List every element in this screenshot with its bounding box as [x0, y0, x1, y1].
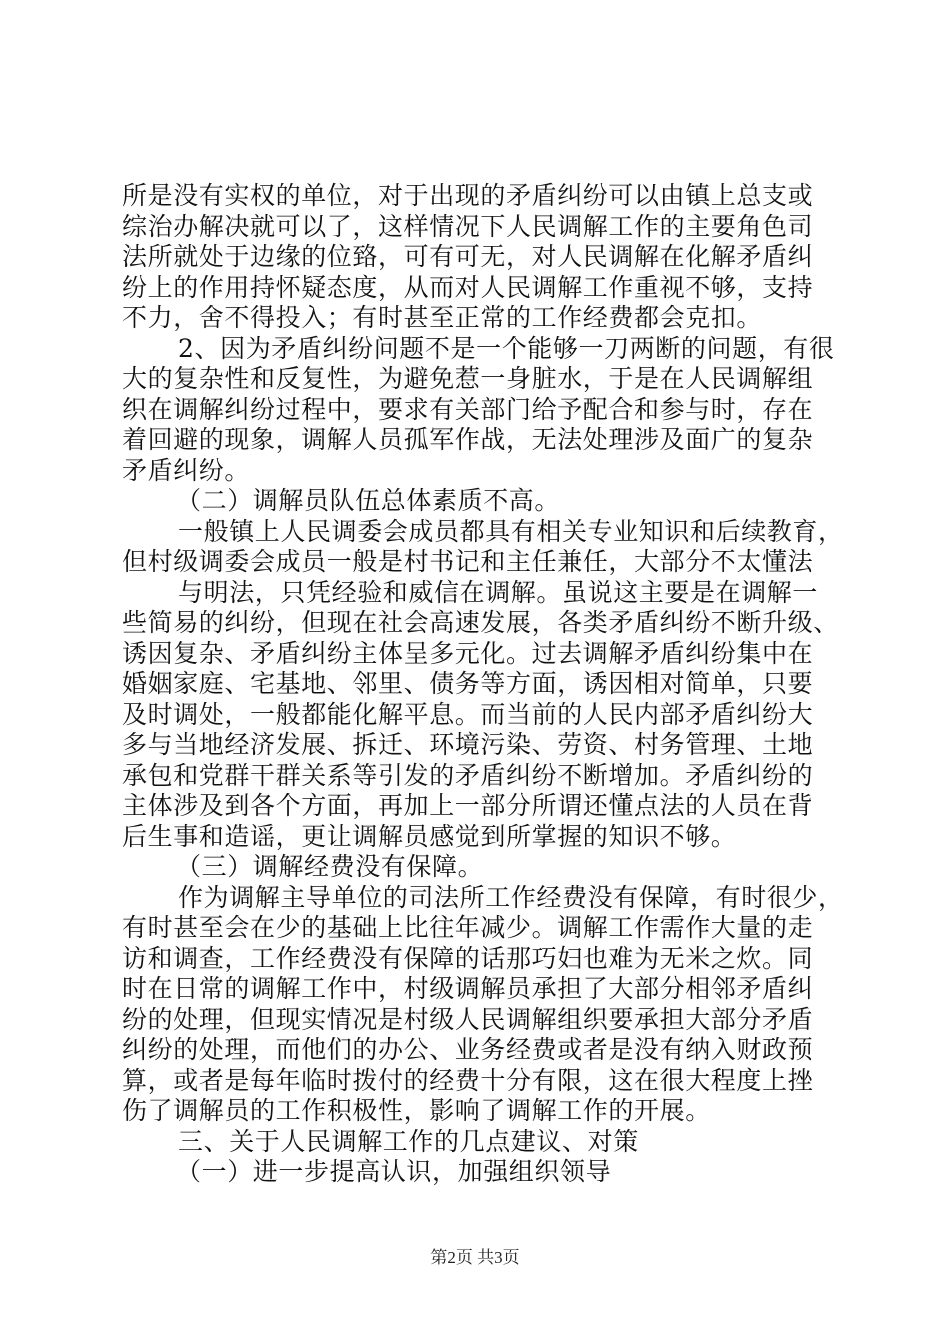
section-heading: （一）进一步提高认识，加强组织领导: [176, 1157, 612, 1186]
text-line: 但村级调委会成员一般是村书记和主任兼任，大部分不太懂法: [122, 547, 814, 576]
text-line: 伤了调解员的工作积极性，影响了调解工作的开展。: [122, 1096, 711, 1125]
text-line: 着回避的现象，调解人员孤军作战，无法处理涉及面广的复杂: [122, 425, 814, 454]
page-footer: 第2页 共3页: [430, 1248, 520, 1267]
text-line: 诱因复杂、矛盾纠纷主体呈多元化。过去调解矛盾纠纷集中在: [122, 639, 814, 668]
text-line: 访和调查，工作经费没有保障的话那巧妇也难为无米之炊。同: [122, 944, 814, 973]
text-line: 算，或者是每年临时拨付的经费十分有限，这在很大程度上挫: [122, 1066, 814, 1095]
text-line: 婚姻家庭、宅基地、邻里、债务等方面，诱因相对简单，只要: [122, 669, 814, 698]
text-line: 矛盾纠纷。: [122, 456, 251, 485]
text-line: 大的复杂性和反复性，为避免惹一身脏水，于是在人民调解组: [122, 364, 814, 393]
paragraph-start-line: 2、因为矛盾纠纷问题不是一个能够一刀两断的问题，有很: [178, 334, 835, 363]
text-line: 法所就处于边缘的位臵，可有可无，对人民调解在化解矛盾纠: [122, 242, 814, 271]
text-line: 及时调处，一般都能化解平息。而当前的人民内部矛盾纠纷大: [122, 700, 814, 729]
section-heading: （三）调解经费没有保障。: [176, 852, 484, 881]
text-line: 时在日常的调解工作中，村级调解员承担了大部分相邻矛盾纠: [122, 974, 814, 1003]
text-line: 织在调解纠纷过程中，要求有关部门给予配合和参与时，存在: [122, 395, 814, 424]
text-line: 纷上的作用持怀疑态度，从而对人民调解工作重视不够，支持: [122, 273, 814, 302]
paragraph-start-line: 作为调解主导单位的司法所工作经费没有保障，有时很少，: [178, 883, 844, 912]
text-line: 些简易的纠纷，但现在社会高速发展，各类矛盾纠纷不断升级、: [122, 608, 839, 637]
text-line: 承包和党群干群关系等引发的矛盾纠纷不断增加。矛盾纠纷的: [122, 761, 814, 790]
section-heading: 三、关于人民调解工作的几点建议、对策: [178, 1127, 639, 1156]
text-line: 综治办解决就可以了，这样情况下人民调解工作的主要角色司: [122, 212, 814, 241]
section-heading: （二）调解员队伍总体素质不高。: [176, 486, 561, 515]
text-line: 多与当地经济发展、拆迁、环境污染、劳资、村务管理、土地: [122, 730, 814, 759]
text-line: 纠纷的处理，而他们的办公、业务经费或者是没有纳入财政预: [122, 1035, 814, 1064]
text-line: 与明法，只凭经验和威信在调解。虽说这主要是在调解一: [178, 578, 819, 607]
text-line: 所是没有实权的单位，对于出现的矛盾纠纷可以由镇上总支或: [122, 181, 814, 210]
text-line: 不力，舍不得投入；有时甚至正常的工作经费都会克扣。: [122, 303, 763, 332]
text-line: 主体涉及到各个方面，再加上一部分所谓还懂点法的人员在背: [122, 791, 814, 820]
text-line: 有时甚至会在少的基础上比往年减少。调解工作需作大量的走: [122, 913, 814, 942]
text-line: 后生事和造谣，更让调解员感觉到所掌握的知识不够。: [122, 822, 737, 851]
text-line: 纷的处理，但现实情况是村级人民调解组织要承担大部分矛盾: [122, 1005, 814, 1034]
paragraph-start-line: 一般镇上人民调委会成员都具有相关专业知识和后续教育，: [178, 517, 844, 546]
